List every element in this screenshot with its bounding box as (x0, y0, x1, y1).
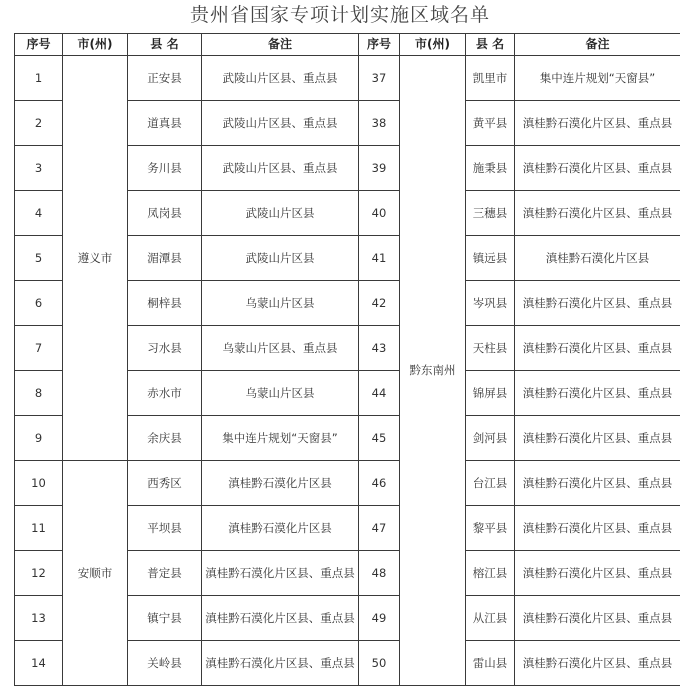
header-row (15, 34, 680, 56)
county-name: 凤岗县 (128, 191, 202, 236)
row-number: 6 (15, 281, 63, 326)
row-number: 39 (359, 146, 400, 191)
county-name: 黎平县 (466, 506, 515, 551)
county-name: 从江县 (466, 596, 515, 641)
note-cell: 滇桂黔石漠化片区县、重点县 (515, 191, 680, 236)
note-cell: 滇桂黔石漠化片区县、重点县 (515, 506, 680, 551)
header-no: 序号 (15, 34, 63, 56)
county-name: 务川县 (128, 146, 202, 191)
row-number: 3 (15, 146, 63, 191)
header-note: 备注 (515, 34, 680, 56)
note-cell: 乌蒙山片区县、重点县 (202, 326, 359, 371)
note-cell: 滇桂黔石漠化片区县 (202, 461, 359, 506)
region-table (14, 33, 680, 686)
row-number: 43 (359, 326, 400, 371)
county-name: 黄平县 (466, 101, 515, 146)
note-cell: 滇桂黔石漠化片区县 (202, 506, 359, 551)
note-cell: 滇桂黔石漠化片区县、重点县 (202, 596, 359, 641)
row-number: 14 (15, 641, 63, 686)
header-city: 市(州) (400, 34, 466, 56)
note-cell: 滇桂黔石漠化片区县、重点县 (515, 461, 680, 506)
note-cell: 武陵山片区县 (202, 236, 359, 281)
table-row (15, 461, 680, 506)
row-number: 9 (15, 416, 63, 461)
county-name: 西秀区 (128, 461, 202, 506)
row-number: 1 (15, 56, 63, 101)
row-number: 12 (15, 551, 63, 596)
row-number: 46 (359, 461, 400, 506)
row-number: 42 (359, 281, 400, 326)
row-number: 44 (359, 371, 400, 416)
row-number: 48 (359, 551, 400, 596)
county-name: 施秉县 (466, 146, 515, 191)
note-cell: 滇桂黔石漠化片区县、重点县 (515, 281, 680, 326)
note-cell: 集中连片规划“天窗县” (202, 416, 359, 461)
note-cell: 武陵山片区县 (202, 191, 359, 236)
row-number: 13 (15, 596, 63, 641)
note-cell: 滇桂黔石漠化片区县、重点县 (515, 641, 680, 686)
county-name: 三穗县 (466, 191, 515, 236)
note-cell: 乌蒙山片区县 (202, 281, 359, 326)
county-name: 天柱县 (466, 326, 515, 371)
county-name: 余庆县 (128, 416, 202, 461)
note-cell: 滇桂黔石漠化片区县、重点县 (202, 551, 359, 596)
row-number: 49 (359, 596, 400, 641)
county-name: 关岭县 (128, 641, 202, 686)
county-name: 镇远县 (466, 236, 515, 281)
county-name: 普定县 (128, 551, 202, 596)
county-name: 正安县 (128, 56, 202, 101)
county-name: 习水县 (128, 326, 202, 371)
row-number: 45 (359, 416, 400, 461)
note-cell: 滇桂黔石漠化片区县、重点县 (515, 371, 680, 416)
county-name: 雷山县 (466, 641, 515, 686)
row-number: 4 (15, 191, 63, 236)
county-name: 岑巩县 (466, 281, 515, 326)
row-number: 2 (15, 101, 63, 146)
note-cell: 武陵山片区县、重点县 (202, 56, 359, 101)
county-name: 榕江县 (466, 551, 515, 596)
county-name: 道真县 (128, 101, 202, 146)
city-cell: 安顺市 (63, 461, 128, 686)
county-name: 湄潭县 (128, 236, 202, 281)
note-cell: 武陵山片区县、重点县 (202, 101, 359, 146)
note-cell: 滇桂黔石漠化片区县、重点县 (515, 146, 680, 191)
row-number: 47 (359, 506, 400, 551)
note-cell: 滇桂黔石漠化片区县、重点县 (515, 596, 680, 641)
note-cell: 集中连片规划“天窗县” (515, 56, 680, 101)
row-number: 5 (15, 236, 63, 281)
row-number: 8 (15, 371, 63, 416)
note-cell: 滇桂黔石漠化片区县、重点县 (202, 641, 359, 686)
county-name: 剑河县 (466, 416, 515, 461)
page-title: 贵州省国家专项计划实施区域名单 (189, 4, 490, 26)
note-cell: 滇桂黔石漠化片区县、重点县 (515, 101, 680, 146)
header-city: 市(州) (63, 34, 128, 56)
county-name: 平坝县 (128, 506, 202, 551)
county-name: 镇宁县 (128, 596, 202, 641)
row-number: 50 (359, 641, 400, 686)
city-cell: 遵义市 (63, 56, 128, 461)
note-cell: 滇桂黔石漠化片区县、重点县 (515, 326, 680, 371)
row-number: 11 (15, 506, 63, 551)
row-number: 40 (359, 191, 400, 236)
city-cell: 黔东南州 (400, 56, 466, 686)
header-no: 序号 (359, 34, 400, 56)
row-number: 37 (359, 56, 400, 101)
note-cell: 乌蒙山片区县 (202, 371, 359, 416)
county-name: 锦屏县 (466, 371, 515, 416)
county-name: 台江县 (466, 461, 515, 506)
header-county: 县 名 (128, 34, 202, 56)
row-number: 10 (15, 461, 63, 506)
county-name: 桐梓县 (128, 281, 202, 326)
table-row (15, 56, 680, 101)
county-name: 凯里市 (466, 56, 515, 101)
county-name: 赤水市 (128, 371, 202, 416)
note-cell: 武陵山片区县、重点县 (202, 146, 359, 191)
row-number: 41 (359, 236, 400, 281)
note-cell: 滇桂黔石漠化片区县、重点县 (515, 416, 680, 461)
row-number: 7 (15, 326, 63, 371)
header-county: 县 名 (466, 34, 515, 56)
note-cell: 滇桂黔石漠化片区县 (515, 236, 680, 281)
row-number: 38 (359, 101, 400, 146)
note-cell: 滇桂黔石漠化片区县、重点县 (515, 551, 680, 596)
header-note: 备注 (202, 34, 359, 56)
